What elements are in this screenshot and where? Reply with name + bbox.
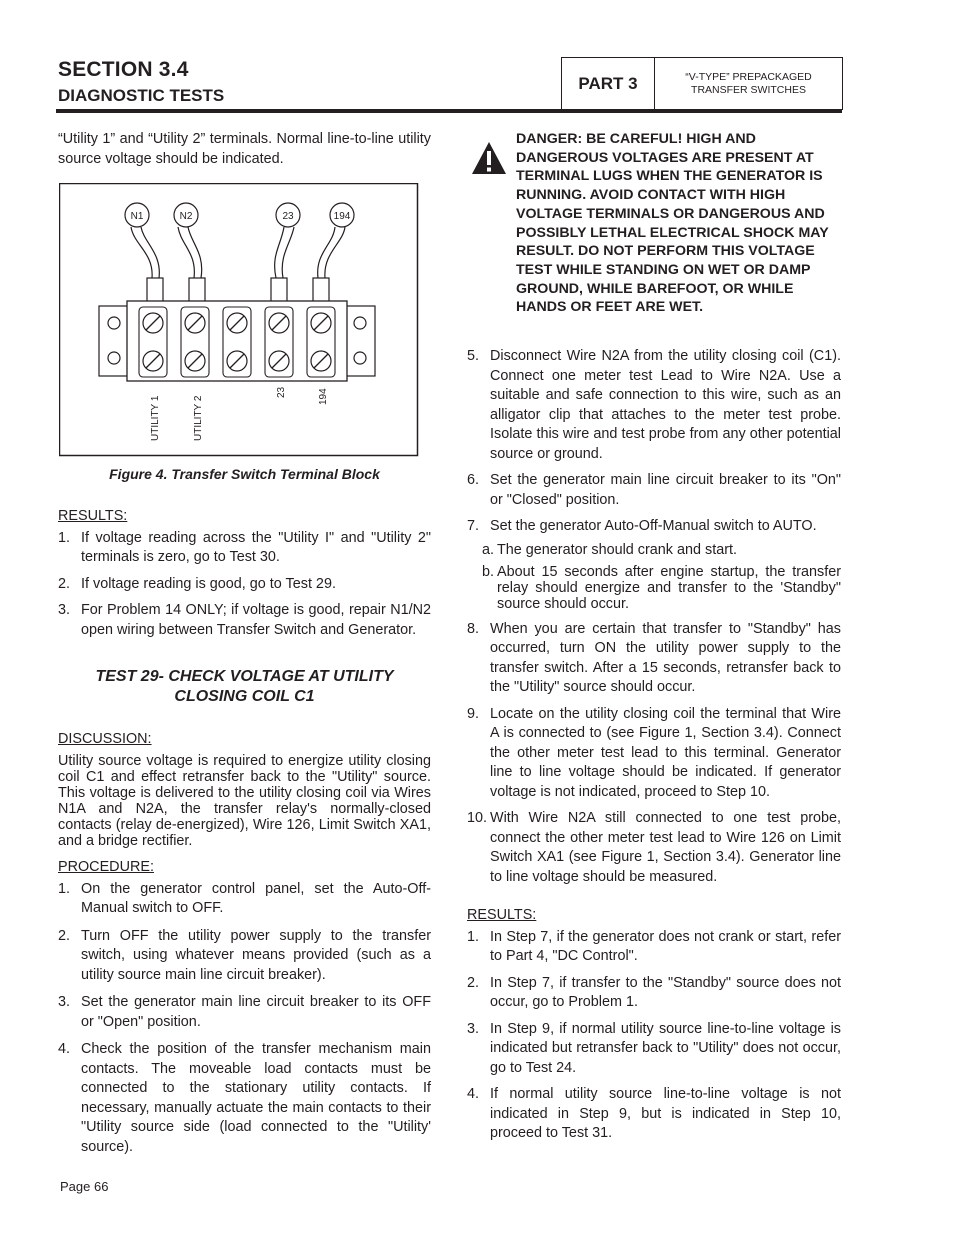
- wire-label-194: 194: [333, 211, 351, 222]
- list-item: 6. Set the generator main line circuit breaker to its "On" or "Closed" position.: [467, 472, 841, 508]
- right-steps: [467, 347, 841, 887]
- list-item: 1. On the generator control panel, set the Auto-Off-Manual switch to OFF.: [58, 880, 431, 916]
- intro-paragraph: “Utility 1” and “Utility 2” terminals. Normal line-to-line utility source voltage should be indicated.: [58, 131, 431, 167]
- results-heading: RESULTS:: [467, 907, 537, 923]
- figure-caption: Figure 4. Transfer Switch Terminal Block: [109, 466, 380, 482]
- terminal-label-194: 194: [318, 388, 329, 405]
- results-heading: RESULTS:: [58, 508, 128, 524]
- list-item: 2. If voltage reading is good, go to Test 29.: [58, 575, 336, 592]
- discussion-text: Utility source voltage is required to energize utility closing coil C1 and effect retransfer back to the "Utility" source. This voltage is delivered to the utility closing coil via Wires N1A and N2A, the transfer relay's normally-closed contacts (relay de-energized), Wire 126, Limit Switch XA1, and a bridge rectifier.: [58, 752, 431, 849]
- test-heading-line-1: TEST 29- CHECK VOLTAGE AT UTILITY: [95, 668, 394, 685]
- terminal-label-utility1: UTILITY 1: [150, 395, 161, 441]
- list-item: 7. Set the generator Auto-Off-Manual switch to AUTO.: [467, 518, 817, 534]
- discussion-section: [58, 730, 431, 849]
- list-item: 9. Locate on the utility closing coil the terminal that Wire A is connected to (see Figure 1, Section 3.4). Connect the other meter test lead to this terminal. Generator line to line voltage should be indicated. If generator voltage is not indicated, proceed to Step 10.: [467, 705, 841, 800]
- product-label: [655, 58, 842, 110]
- terminal-label-utility2: UTILITY 2: [193, 395, 204, 441]
- danger-warning: DANGER: BE CAREFUL! HIGH AND DANGEROUS VOLTAGES ARE PRESENT AT TERMINAL LUGS WHEN THE GENERATOR IS RUNNING. AVOID CONTACT WITH HIGH VOLTAGE TERMINALS OR DANGEROUS AND POSSIBLY LETHAL ELECTRICAL SHOCK MAY RESULT. DO NOT PERFORM THIS VOLTAGE TEST WHILE STANDING ON WET OR DAMP GROUND, WHILE BAREFOOT, OR WHILE HANDS OR FEET ARE WET.: [516, 131, 829, 316]
- part-label: PART 3: [562, 58, 655, 110]
- part-box: [561, 57, 843, 110]
- test-heading: [58, 667, 431, 707]
- section-title: SECTION 3.4: [58, 58, 189, 81]
- wire-label-n1: N1: [130, 211, 144, 222]
- list-item: 5. Disconnect Wire N2A from the utility closing coil (C1). Connect one meter test Lead to Wire N2A. Use a suitable and safe connection to this wire, such as an alligator clip that attaches to the meter test probe. Isolate this wire and test probe from any other potential source or ground.: [467, 348, 841, 462]
- list-item: 4. If normal utility source line-to-line voltage is not indicated in Step 9, but is indicated in Step 10, proceed to Test 31.: [467, 1086, 841, 1141]
- list-item: 2. In Step 7, if transfer to the "Standby" source does not occur, go to Problem 1.: [467, 974, 841, 1010]
- intro-text: [58, 130, 431, 169]
- product-line-1: “V-TYPE” PREPACKAGED: [685, 71, 812, 83]
- terminal-block-figure: [59, 183, 419, 457]
- list-item: 1. In Step 7, if the generator does not crank or start, refer to Part 4, "DC Control".: [467, 928, 841, 964]
- discussion-heading: DISCUSSION:: [58, 731, 152, 747]
- list-item: 4. Check the position of the transfer mechanism main contacts. The moveable load contacts must be connected to the stationary utility contacts. If necessary, manually actuate the main contacts to their "Utility source side (load connected to the "Utility' source).: [58, 1041, 431, 1155]
- warning-triangle-icon: [470, 140, 508, 176]
- list-item: 3. Set the generator main line circuit breaker to its OFF or "Open" position.: [58, 994, 431, 1030]
- procedure-heading: PROCEDURE:: [58, 859, 154, 875]
- list-item: 2. Turn OFF the utility power supply to the transfer switch, using whatever means provided (such as a utility source main line circuit breaker).: [58, 927, 431, 983]
- section-subtitle: DIAGNOSTIC TESTS: [58, 86, 225, 105]
- right-results: [467, 906, 841, 1144]
- wire-label-n2: N2: [179, 211, 193, 222]
- procedure-section: [58, 858, 431, 1157]
- page-number: Page 66: [60, 1179, 109, 1194]
- list-item: 3. In Step 9, if normal utility source line-to-line voltage is indicated but retransfer back to "Utility" does not occur, go to Test 24.: [467, 1020, 841, 1076]
- list-item: 8. When you are certain that transfer to "Standby" has occurred, turn ON the utility power supply to the transfer switch. After a 15 seconds, retransfer back to the "Utility" source should occur.: [467, 620, 841, 695]
- terminal-label-23: 23: [276, 386, 287, 398]
- list-item: a. The generator should crank and start.: [482, 541, 737, 558]
- header-rule: [56, 109, 842, 113]
- list-item: b. About 15 seconds after engine startup, the transfer relay should energize and transfer to the 'Standby" source should occur.: [482, 563, 841, 612]
- list-item: 10. With Wire N2A still connected to one test probe, connect the other meter test lead to Wire 126 on Limit Switch XA1 (see Figure 1, Section 3.4). Generator line to line voltage should be measured.: [467, 810, 841, 885]
- wire-label-23: 23: [282, 211, 294, 222]
- list-item: 3. For Problem 14 ONLY; if voltage is good, repair N1/N2 open wiring between Transfer Switch and Generator.: [58, 602, 431, 638]
- list-item: 1. If voltage reading across the "Utility I" and "Utility 2" terminals is zero, go to Test 30.: [58, 529, 431, 565]
- left-results: [58, 507, 431, 640]
- test-heading-line-2: CLOSING COIL C1: [174, 688, 315, 705]
- product-line-2: TRANSFER SWITCHES: [691, 84, 806, 96]
